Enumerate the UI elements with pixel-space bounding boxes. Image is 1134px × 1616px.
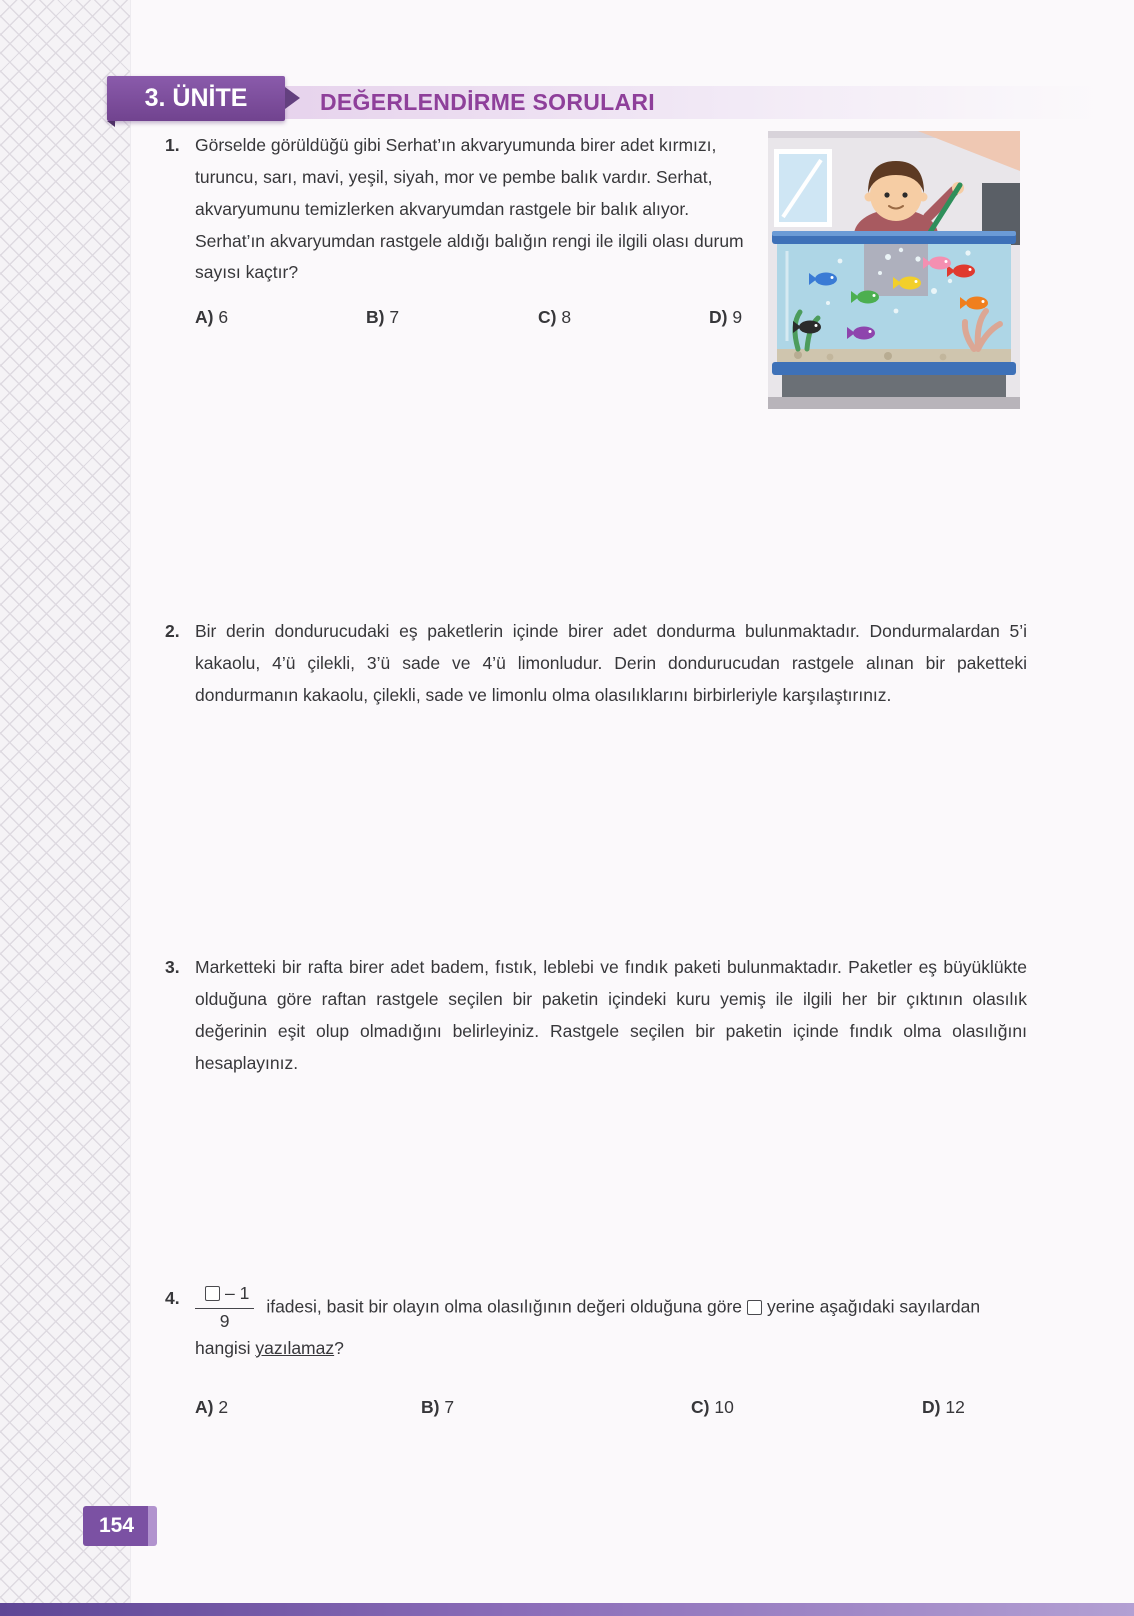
fraction-numerator [195, 1283, 254, 1309]
header-title-bar [260, 86, 1134, 119]
option-value: 7 [444, 1396, 455, 1417]
question-text: Bir derin dondurucudaki eş paketlerin içinde birer adet dondurma bulunmaktadır. Dondurmalardan 5’i kakaolu, 4’ü çilekli, 3’ü sade ve 4’ü limonludur. Derin dondurucudan rastgele alınan bir paketteki dondurmanın kakaolu, çilekli, sade ve limonlu olma olasılıklarını birbirleriyle karşılaştırınız. [195, 621, 1027, 705]
question-text: Marketteki bir rafta birer adet badem, fıstık, leblebi ve fındık paketi bulunmaktadır. Paketler eş büyüklükte olduğuna göre raftan rastgele seçilen bir paketin içindeki kuru yemiş ile ilgili her bir çıktının olasılık değerinin eşit olup olmadığını belirleyiniz. Rastgele seçilen bir paketin içinde fındık olma olasılığını hesaplayınız. [195, 957, 1027, 1073]
text-before-box: ifadesi, basit bir olayın olma olasılığının değeri olduğuna göre [266, 1296, 743, 1317]
bottom-decorative-bar [0, 1603, 1134, 1616]
underlined-word: yazılamaz [255, 1337, 335, 1358]
page-number-tab [83, 1506, 148, 1546]
option-letter: A) [195, 1396, 214, 1417]
question-content [195, 1283, 1027, 1418]
option-value: 12 [945, 1396, 965, 1417]
option-c [691, 1397, 922, 1418]
question-content [195, 952, 1027, 1079]
blank-box-icon [747, 1300, 762, 1315]
option-letter: A) [195, 307, 214, 328]
option-b [421, 1397, 691, 1418]
aquarium-scene [768, 131, 1020, 409]
option-a [195, 307, 366, 328]
option-letter: C) [691, 1396, 710, 1417]
page-number: 154 [99, 1514, 135, 1537]
option-value: 10 [714, 1396, 734, 1417]
text-after-box: yerine aşağıdaki sayılardan hangisi [195, 1296, 981, 1358]
option-a [195, 1397, 421, 1418]
option-c [538, 307, 709, 328]
question-content [195, 616, 1027, 712]
option-b [366, 307, 538, 328]
option-value: 9 [732, 307, 743, 328]
question-number: 1. [165, 135, 180, 155]
question-number: 3. [165, 957, 180, 977]
question-number: 4. [165, 1288, 180, 1308]
unit-ribbon [107, 76, 285, 121]
question-1-illustration [768, 131, 1020, 409]
unit-label: 3. ÜNİTE [144, 84, 248, 112]
option-letter: D) [922, 1396, 941, 1417]
option-letter: B) [366, 307, 385, 328]
options-row [195, 1397, 1027, 1418]
window [774, 149, 832, 227]
option-value: 7 [389, 307, 400, 328]
question-3 [165, 952, 1027, 1079]
question-text: Görselde görüldüğü gibi Serhat’ın akvaryumunda birer adet kırmızı, turuncu, sarı, mavi, yeşil, siyah, mor ve pembe balık vardır. Serhat, akvaryumunu temizlerken akvaryumdan rastgele bir balık alıyor. Serhat’ın akvaryumdan rastgele aldığı balığın rengi ile ilgili olası durum sayısı kaçtır? [195, 135, 744, 283]
fraction-expression [195, 1283, 254, 1333]
question-number: 2. [165, 621, 180, 641]
question-mark: ? [334, 1337, 344, 1358]
option-value: 8 [561, 307, 572, 328]
option-value: 2 [218, 1396, 229, 1417]
aquarium [772, 231, 1016, 397]
question-text [195, 1283, 1027, 1365]
page-title: DEĞERLENDİRME SORULARI [320, 89, 656, 115]
fraction-denominator: 9 [219, 1310, 230, 1331]
question-2 [165, 616, 1027, 712]
option-letter: D) [709, 307, 728, 328]
left-decorative-strip [0, 0, 131, 1616]
blank-box-icon [205, 1286, 220, 1301]
option-letter: C) [538, 307, 557, 328]
option-value: 6 [218, 307, 229, 328]
question-4 [165, 1283, 1027, 1418]
options-row [195, 307, 795, 328]
option-d [922, 1397, 1027, 1418]
numerator-suffix: – 1 [225, 1283, 250, 1303]
option-letter: B) [421, 1396, 440, 1417]
